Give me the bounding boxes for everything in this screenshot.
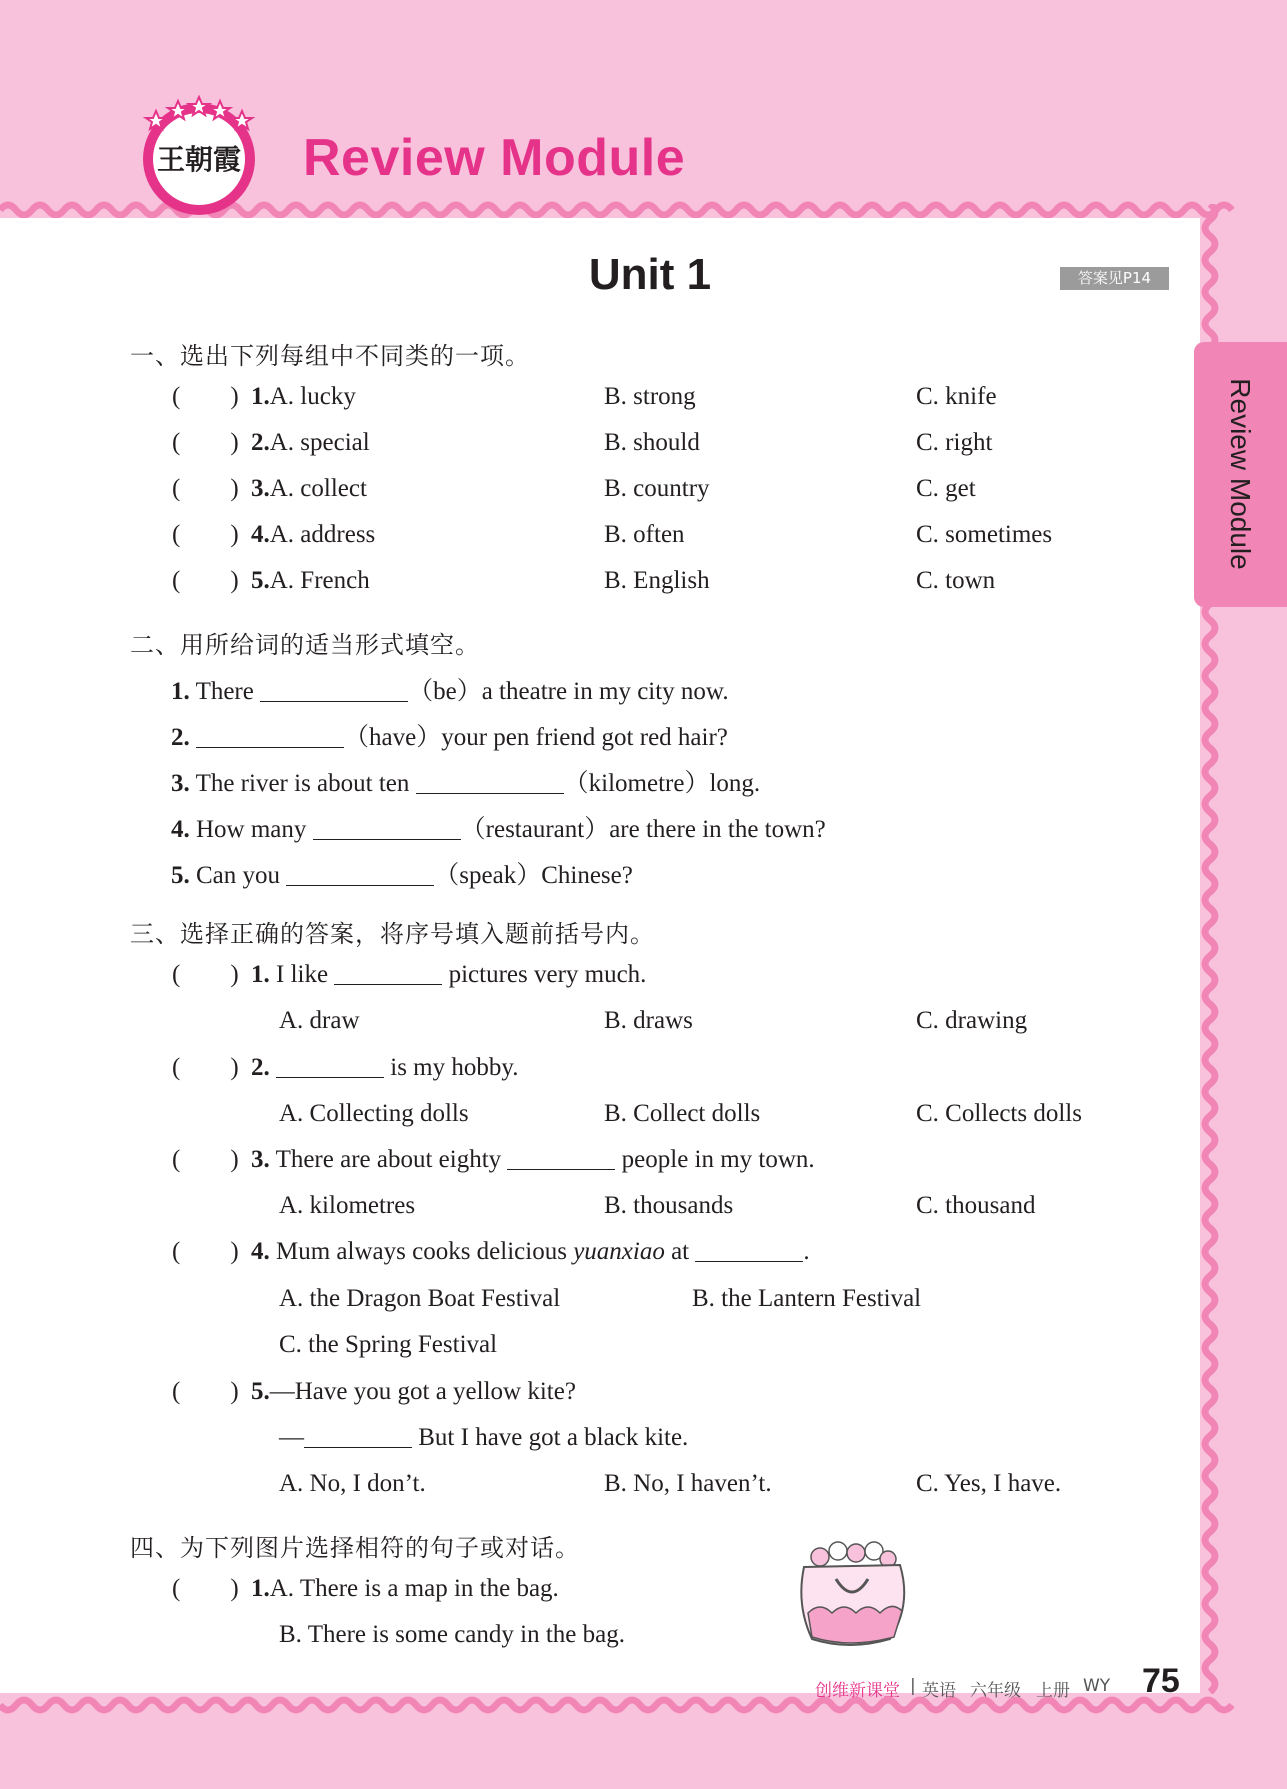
question-number: 4. bbox=[171, 816, 190, 843]
option-c: C. Collects dolls bbox=[916, 1100, 1082, 1127]
page-number: 75 bbox=[1142, 1662, 1180, 1700]
fill-blank[interactable] bbox=[276, 1055, 384, 1078]
list-item bbox=[171, 671, 729, 707]
question-number: 2. bbox=[251, 1054, 270, 1081]
option-a: A. Collecting dolls bbox=[279, 1100, 469, 1127]
side-tab-label: Review Module bbox=[1225, 378, 1256, 570]
option-c: C. the Spring Festival bbox=[279, 1331, 498, 1358]
option-c: C. right bbox=[916, 429, 993, 456]
option-c: C. get bbox=[916, 475, 976, 502]
option-b: B. often bbox=[604, 521, 685, 548]
question-text: There are about eighty bbox=[275, 1146, 508, 1173]
option-b: B. draws bbox=[604, 1007, 693, 1034]
question-number: 1. bbox=[251, 1575, 270, 1602]
question-number: 3. bbox=[251, 475, 270, 502]
question-3 bbox=[251, 1146, 815, 1174]
option-b: B. country bbox=[604, 475, 710, 502]
question-text-end: people in my town. bbox=[615, 1146, 815, 1173]
question-text: Mum always cooks delicious bbox=[276, 1238, 574, 1265]
footer-term: 上册 bbox=[1036, 1681, 1070, 1701]
answer-bracket[interactable]: ( ) bbox=[172, 383, 239, 410]
option-b: B. There is some candy in the bag. bbox=[279, 1621, 625, 1648]
section-4-heading: 四、为下列图片选择相符的句子或对话。 bbox=[130, 1534, 580, 1562]
option-b: B. strong bbox=[604, 383, 696, 410]
sentence-end: （speak）Chinese? bbox=[434, 862, 633, 889]
sentence-end: （restaurant）are there in the town? bbox=[460, 816, 826, 843]
question-number: 5. bbox=[251, 1378, 270, 1405]
option-b: B. Collect dolls bbox=[604, 1100, 761, 1127]
question-5 bbox=[251, 1378, 576, 1406]
fill-blank[interactable] bbox=[416, 771, 564, 794]
option-a: A. French bbox=[269, 567, 370, 594]
footer-edition: WY bbox=[1083, 1676, 1111, 1696]
option-a: A. the Dragon Boat Festival bbox=[279, 1285, 561, 1312]
option-c: C. knife bbox=[916, 383, 997, 410]
footer-grade: 六年级 bbox=[970, 1681, 1021, 1701]
sentence-end: （kilometre）long. bbox=[563, 770, 761, 797]
option-a: A. lucky bbox=[269, 383, 356, 410]
section-3-heading: 三、选择正确的答案，将序号填入题前括号内。 bbox=[130, 920, 655, 948]
footer-brand: 创维新课堂 bbox=[815, 1681, 900, 1701]
dialogue-line-2 bbox=[279, 1424, 688, 1452]
brand-logo bbox=[138, 95, 260, 217]
option-c: C. thousand bbox=[916, 1192, 1036, 1219]
question-text-end: is my hobby. bbox=[384, 1054, 519, 1081]
question-2 bbox=[251, 1054, 519, 1082]
option-c: C. Yes, I have. bbox=[916, 1470, 1062, 1497]
answer-bracket[interactable]: ( ) bbox=[172, 961, 239, 988]
dash: — bbox=[279, 1424, 304, 1451]
question-4 bbox=[251, 1238, 810, 1266]
option-b: B. the Lantern Festival bbox=[692, 1285, 922, 1312]
answer-bracket[interactable]: ( ) bbox=[172, 1054, 239, 1081]
question-text-mid: at bbox=[664, 1238, 696, 1265]
fill-blank[interactable] bbox=[196, 725, 344, 748]
question-number: 4. bbox=[251, 1238, 270, 1265]
option-b: B. should bbox=[604, 429, 700, 456]
italic-term: yuanxiao bbox=[573, 1238, 665, 1265]
option-c: C. sometimes bbox=[916, 521, 1053, 548]
footer-subject: 英语 bbox=[922, 1681, 956, 1701]
question-number: 5. bbox=[171, 862, 190, 889]
dialogue-text: But I have got a black kite. bbox=[412, 1424, 689, 1451]
question-number: 1. bbox=[251, 961, 270, 988]
option-a: A. collect bbox=[269, 475, 367, 502]
option-b: B. thousands bbox=[604, 1192, 734, 1219]
fill-blank[interactable] bbox=[507, 1147, 615, 1170]
answer-bracket[interactable]: ( ) bbox=[172, 475, 239, 502]
sentence-start: Can you bbox=[196, 862, 287, 889]
answer-bracket[interactable]: ( ) bbox=[172, 1378, 239, 1405]
option-a: A. There is a map in the bag. bbox=[269, 1575, 559, 1602]
answer-bracket[interactable]: ( ) bbox=[172, 521, 239, 548]
side-tab bbox=[1194, 342, 1287, 607]
fill-blank[interactable] bbox=[313, 817, 461, 840]
section-2-heading: 二、用所给词的适当形式填空。 bbox=[130, 631, 480, 659]
answer-bracket[interactable]: ( ) bbox=[172, 1146, 239, 1173]
sentence-start: How many bbox=[196, 816, 313, 843]
question-number: 2. bbox=[171, 724, 190, 751]
sentence-start: The river is about ten bbox=[195, 770, 416, 797]
sentence-start: There bbox=[195, 678, 261, 705]
option-c: C. town bbox=[916, 567, 996, 594]
answer-bracket[interactable]: ( ) bbox=[172, 567, 239, 594]
list-item bbox=[171, 855, 633, 891]
question-1 bbox=[251, 1575, 559, 1603]
sentence-end: （have）your pen friend got red hair? bbox=[344, 724, 728, 751]
answer-bracket[interactable]: ( ) bbox=[172, 1238, 239, 1265]
option-a: A. No, I don’t. bbox=[279, 1470, 426, 1497]
question-number: 2. bbox=[251, 429, 270, 456]
question-number: 1. bbox=[251, 383, 270, 410]
question-text-end: pictures very much. bbox=[442, 961, 647, 988]
unit-title: Unit 1 bbox=[588, 250, 712, 299]
answer-bracket[interactable]: ( ) bbox=[172, 429, 239, 456]
fill-blank[interactable] bbox=[695, 1239, 803, 1262]
question-number: 1. bbox=[171, 678, 190, 705]
fill-blank[interactable] bbox=[260, 679, 408, 702]
list-item bbox=[171, 763, 760, 799]
list-item bbox=[171, 809, 826, 845]
option-a: A. special bbox=[269, 429, 370, 456]
answer-reference-badge: 答案见P14 bbox=[1060, 267, 1169, 290]
sentence-end: （be）a theatre in my city now. bbox=[408, 678, 729, 705]
question-text: I like bbox=[276, 961, 335, 988]
section-1-heading: 一、选出下列每组中不同类的一项。 bbox=[130, 342, 530, 370]
option-a: A. draw bbox=[279, 1007, 360, 1034]
dialogue-line-1: —Have you got a yellow kite? bbox=[269, 1378, 576, 1405]
question-number: 3. bbox=[251, 1146, 270, 1173]
page-header-title: Review Module bbox=[303, 129, 686, 187]
question-number: 4. bbox=[251, 521, 270, 548]
option-a: A. kilometres bbox=[279, 1192, 416, 1219]
question-number: 5. bbox=[251, 567, 270, 594]
list-item bbox=[171, 717, 728, 753]
question-text-end: . bbox=[803, 1238, 810, 1265]
logo-text: 王朝霞 bbox=[156, 143, 242, 176]
answer-bracket[interactable]: ( ) bbox=[172, 1575, 239, 1602]
option-c: C. drawing bbox=[916, 1007, 1028, 1034]
fill-blank[interactable] bbox=[286, 863, 434, 886]
question-1 bbox=[251, 961, 646, 989]
candy-bag-illustration bbox=[790, 1535, 915, 1650]
fill-blank[interactable] bbox=[304, 1425, 412, 1448]
question-number: 3. bbox=[171, 770, 190, 797]
footer-divider: | bbox=[910, 1676, 916, 1696]
option-b: B. English bbox=[604, 567, 710, 594]
fill-blank[interactable] bbox=[334, 962, 442, 985]
option-a: A. address bbox=[269, 521, 376, 548]
option-b: B. No, I haven’t. bbox=[604, 1470, 772, 1497]
